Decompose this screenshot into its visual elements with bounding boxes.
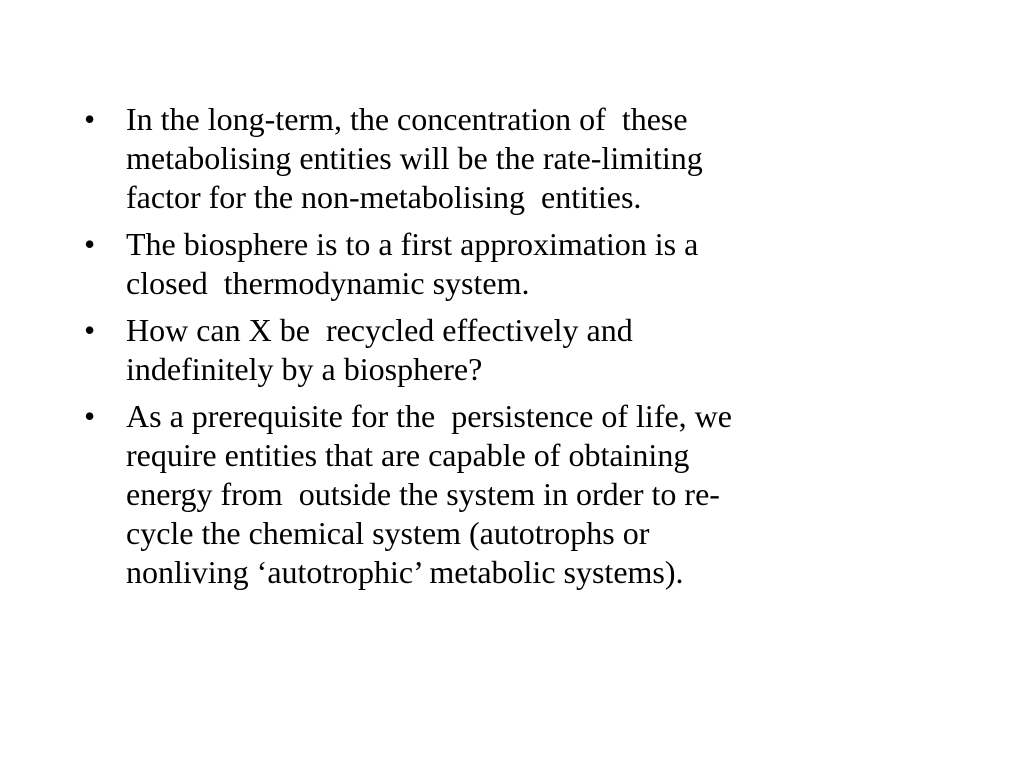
- bullet-text: The biosphere is to a first approximation is a closed thermodynamic system.: [126, 226, 699, 301]
- bullet-text: How can X be recycled effectively and indefinitely by a biosphere?: [126, 312, 633, 387]
- bullet-text: As a prerequisite for the persistence of life, we require entities that are capable of obtaining energy from outside the system in order to re- cycle the chemical system (autotrophs or nonliving ‘autotrophic’ metabolic systems).: [126, 398, 732, 590]
- bullet-point-icon: •: [84, 101, 96, 137]
- bullet-list: [84, 100, 904, 600]
- bullet-point-icon: •: [84, 226, 96, 262]
- bullet-point-icon: •: [84, 398, 96, 434]
- bullet-text: In the long-term, the concentration of these metabolising entities will be the rate-limiting factor for the non-metabolising entities.: [126, 101, 703, 215]
- bullet-item: [84, 100, 904, 217]
- bullet-item: [84, 397, 904, 592]
- bullet-item: [84, 311, 904, 389]
- bullet-item: [84, 225, 904, 303]
- bullet-point-icon: •: [84, 312, 96, 348]
